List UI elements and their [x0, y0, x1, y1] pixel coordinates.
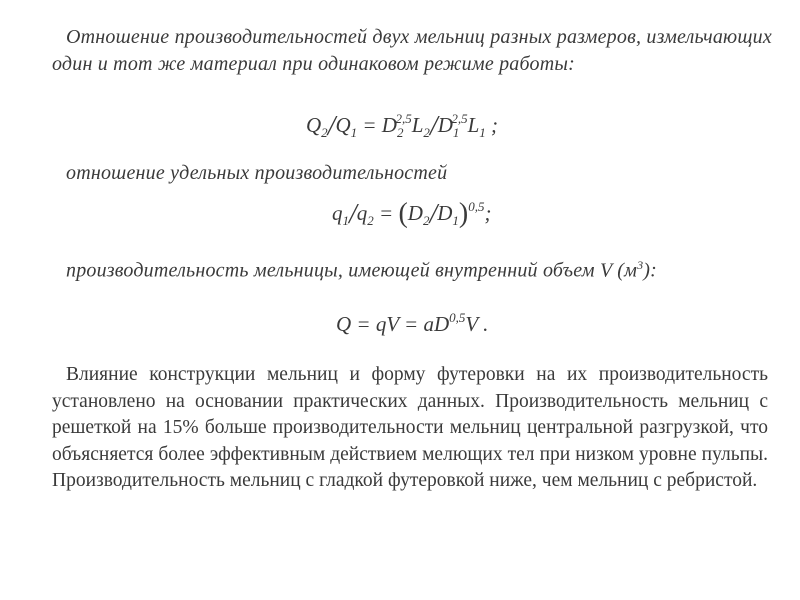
intro-line-1: Отношение производительностей двух мельниц разных размеров, измельчающих	[66, 26, 772, 48]
intro-line-2: один и тот же материал при одинаковом режиме работы:	[52, 53, 575, 75]
body-paragraph: Влияние конструкции мельниц и форму футеровки на их производительность установлено на основании практических данных. Производительность мельниц с решеткой на 15% больше производительности мельниц центральной разгрузкой, что объясняется более эффективным действием мелющих тел при низком уровне пульпы. Производительность мельниц с гладкой футеровкой ниже, чем мельниц с ребристой.	[52, 364, 768, 492]
formula-mill-productivity: Q = qV = aD$^{0,5}$V .	[336, 310, 489, 336]
formula-specific-productivity-ratio: $q_1/q_2 = (D_2/D_1)^{0,5}$;	[332, 198, 492, 230]
intro-line-3: отношение удельных производительностей	[66, 162, 448, 184]
formula-productivity-ratio: $Q_2/Q_1 = D_2^{2,5}L_2/D_1^{2,5}L_1$ ;	[306, 111, 499, 142]
intro-line-4: производительность мельницы, имеющей внутренний объем V $(м^3)$:	[66, 258, 657, 282]
